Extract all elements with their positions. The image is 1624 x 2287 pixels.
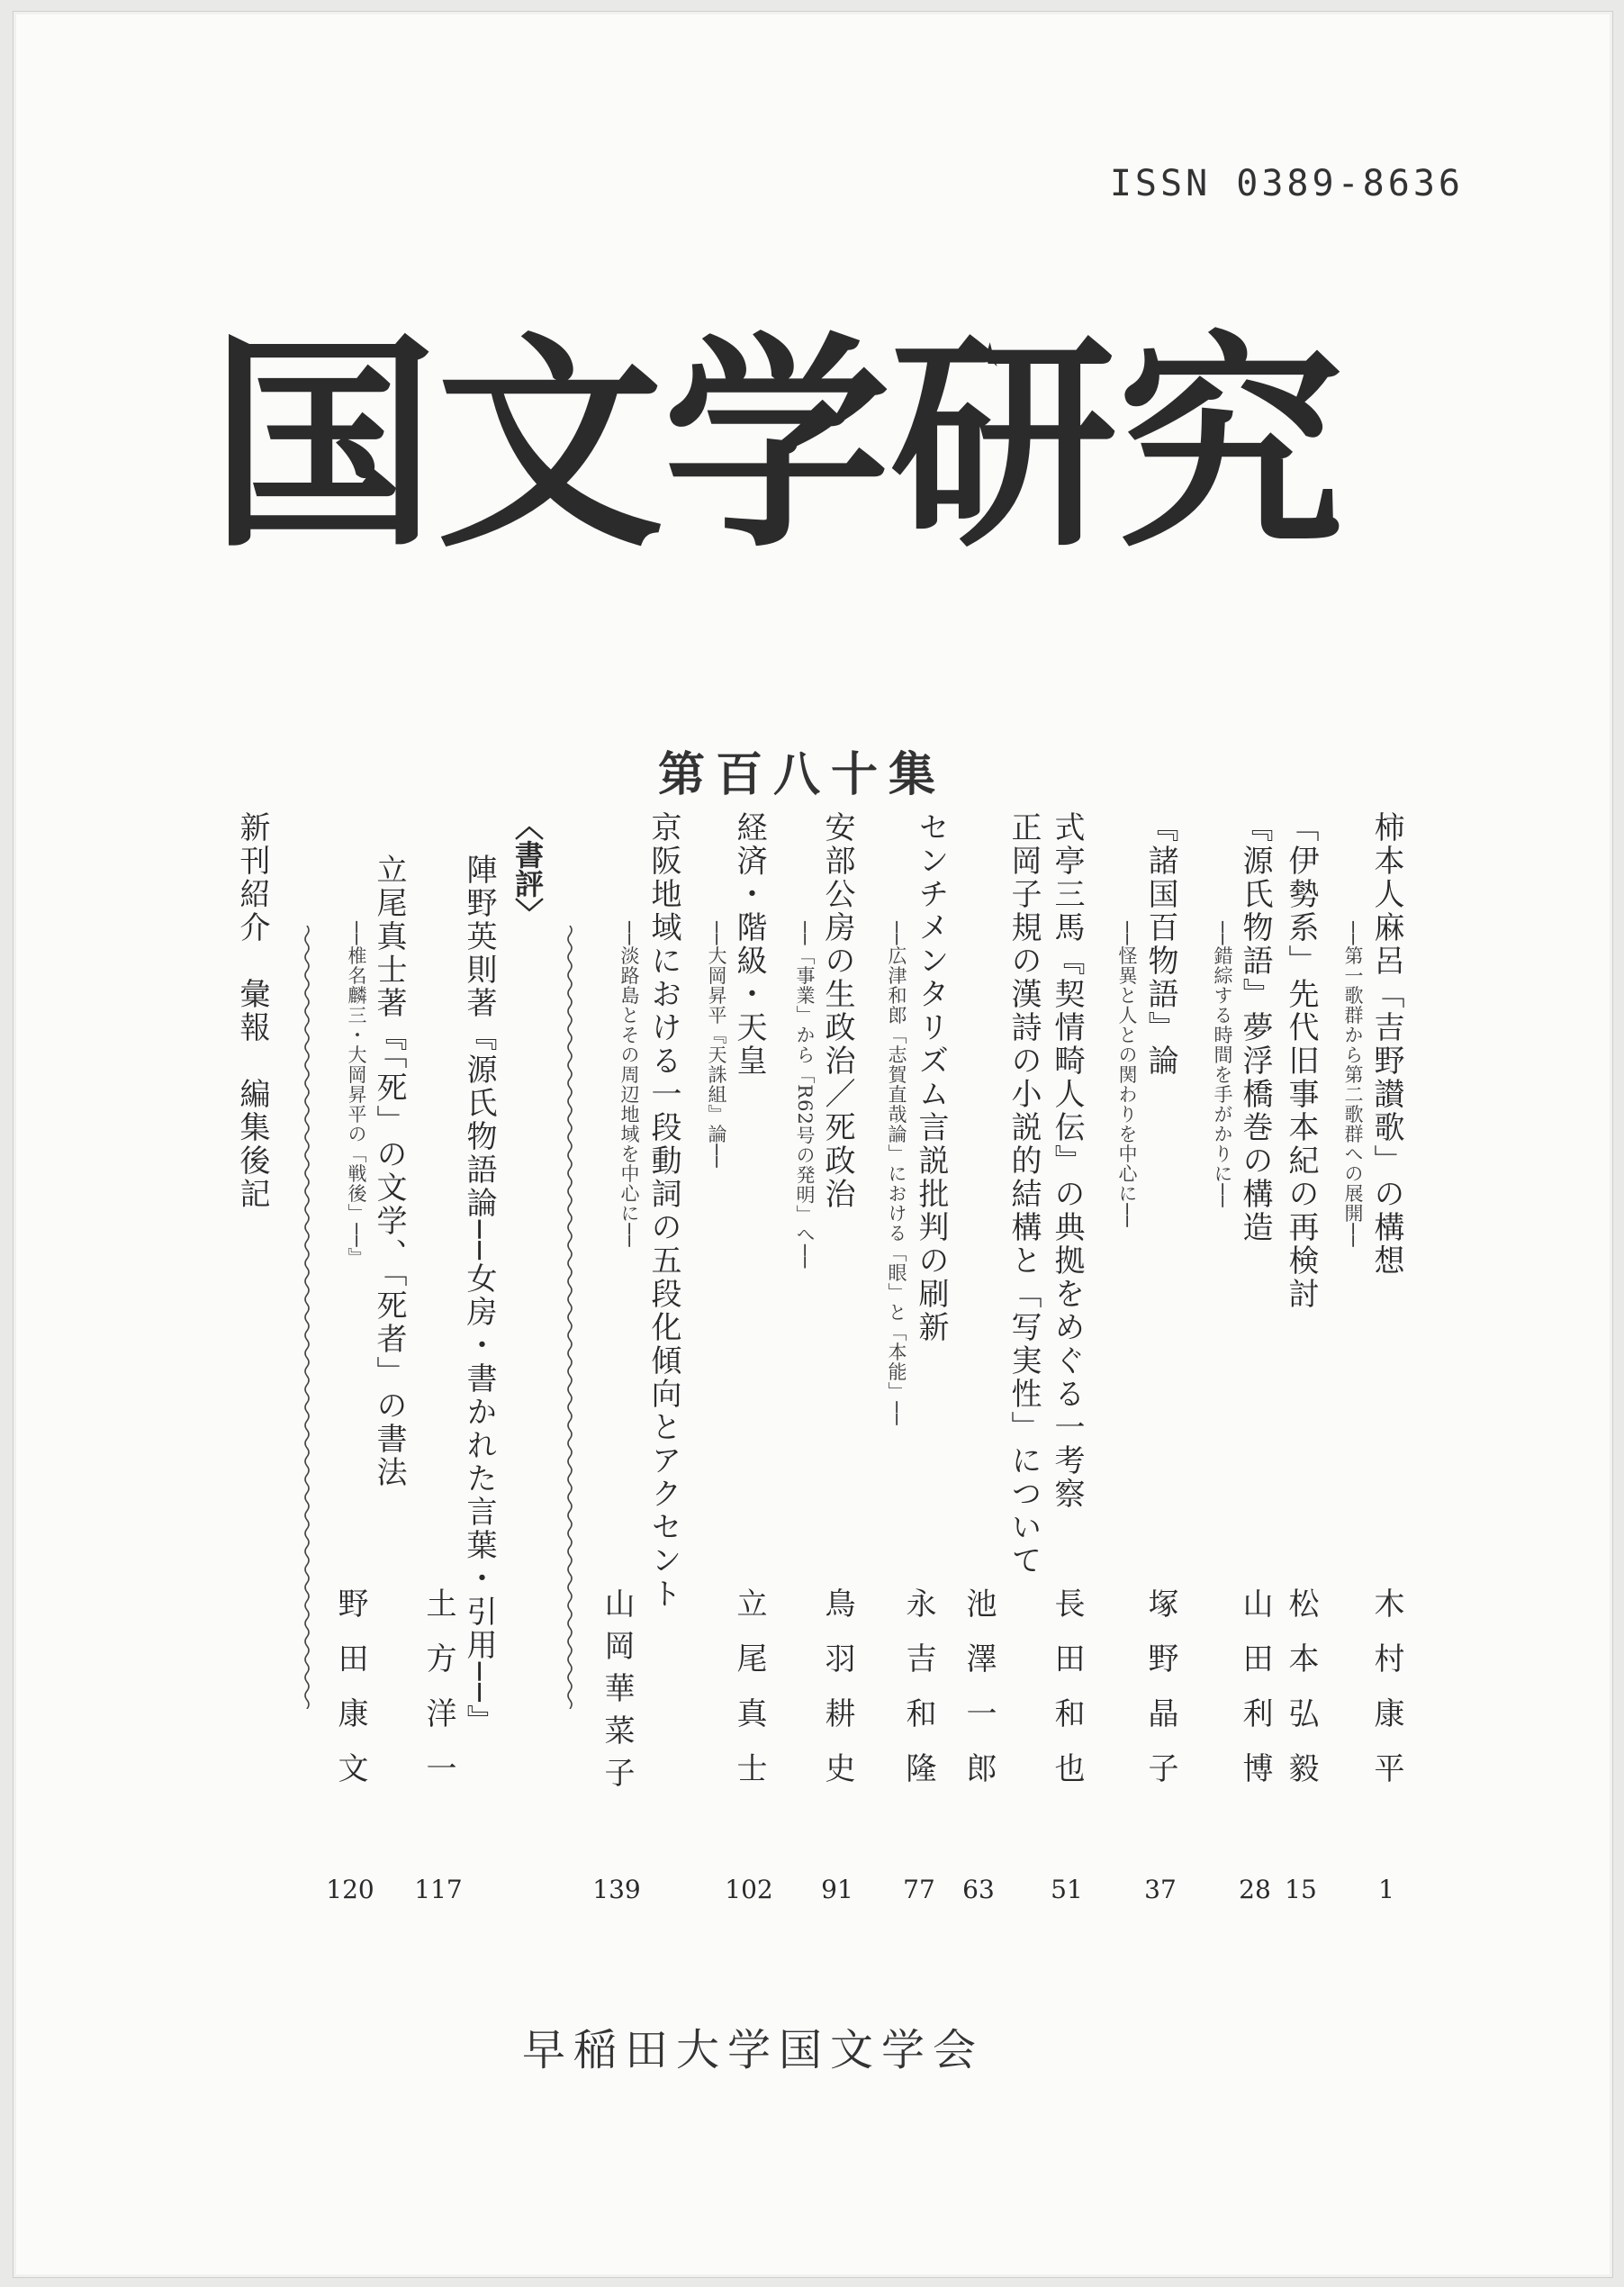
toc-page-number: 15 [1285, 1875, 1317, 1904]
toc-author: 塚野晶子 [1142, 1587, 1178, 1807]
toc-author: 池澤一郎 [961, 1587, 997, 1807]
toc-subtitle: ──大岡昇平『天誅組』論── [706, 921, 727, 1169]
toc-title: 柿本人麻呂「吉野讃歌」の構想 [1368, 811, 1404, 1278]
journal-cover [13, 11, 1613, 2278]
misc-sections: 新刊紹介 彙報 編集後記 [234, 811, 270, 1211]
toc-title: 経済・階級・天皇 [731, 811, 767, 1078]
toc-title: 『源氏物語』夢浮橋巻の構造 [1237, 811, 1273, 1244]
toc-title: 陣野英則著『源氏物語論──女房・書かれた言葉・引用──』 [461, 854, 497, 1738]
toc-author: 土方洋一 [420, 1587, 456, 1807]
toc-author: 鳥羽耕史 [819, 1587, 855, 1807]
toc-title: 式亭三馬『契情畸人伝』の典拠をめぐる一考察 [1049, 811, 1085, 1511]
toc-subtitle: ──第一歌群から第二歌群への展開── [1342, 921, 1364, 1248]
wavy-divider [303, 926, 311, 1709]
toc-author: 山田利博 [1237, 1587, 1273, 1807]
toc-page-number: 120 [326, 1875, 374, 1904]
publisher-name: 早稲田大学国文学会 [522, 2025, 985, 2075]
toc-title: センチメンタリズム言説批判の刷新 [913, 811, 949, 1344]
toc-subtitle: ──怪異と人との関わりを中心に── [1116, 921, 1138, 1228]
toc-page-number: 28 [1239, 1875, 1271, 1904]
toc-subtitle: ──「事業」から「R62号の発明」へ── [794, 921, 816, 1270]
toc-page-number: 77 [903, 1875, 935, 1904]
toc-author: 野田康文 [332, 1587, 368, 1807]
toc-title: 「伊勢系」先代旧事本紀の再検討 [1283, 811, 1319, 1311]
toc-subtitle: ──錯綜する時間を手がかりに── [1212, 921, 1233, 1208]
toc-author: 木村康平 [1368, 1587, 1404, 1807]
volume-number: 第百八十集 [658, 748, 947, 802]
wavy-divider [566, 926, 573, 1709]
toc-subtitle: ──淡路島とその周辺地域を中心に── [618, 921, 640, 1248]
toc-subtitle: ──広津和郎「志賀直哉論」における「眼」と「本能」── [886, 921, 907, 1426]
toc-page-number: 91 [821, 1875, 853, 1904]
issn-number: ISSN 0389-8636 [1109, 163, 1464, 204]
toc-author: 松本弘毅 [1283, 1587, 1319, 1807]
book-review-heading: 〈書評〉 [510, 811, 545, 927]
toc-title: 京阪地域における一段動詞の五段化傾向とアクセント [645, 811, 681, 1611]
toc-title: 正岡子規の漢詩の小説的結構と「写実性」について [1006, 811, 1042, 1577]
toc-author: 山岡華菜子 [599, 1587, 635, 1799]
toc-author: 永吉和隆 [900, 1587, 936, 1807]
toc-title: 立尾真士著『「死」の文学、「死者」の書法 [371, 854, 407, 1489]
toc-title: 安部公房の生政治／死政治 [819, 811, 855, 1211]
toc-subtitle: ──椎名麟三・大岡昇平の「戦後」──』 [346, 921, 367, 1268]
toc-page-number: 63 [962, 1875, 995, 1904]
toc-page-number: 37 [1144, 1875, 1177, 1904]
toc-author: 立尾真士 [731, 1587, 767, 1807]
toc-page-number: 51 [1051, 1875, 1083, 1904]
toc-page-number: 1 [1378, 1875, 1394, 1904]
toc-author: 長田和也 [1049, 1587, 1085, 1807]
journal-title: 国文学研究 [210, 312, 1345, 578]
toc-page-number: 102 [725, 1875, 773, 1904]
toc-page-number: 139 [592, 1875, 641, 1904]
toc-title: 『諸国百物語』論 [1142, 811, 1178, 1078]
toc-page-number: 117 [414, 1875, 463, 1904]
